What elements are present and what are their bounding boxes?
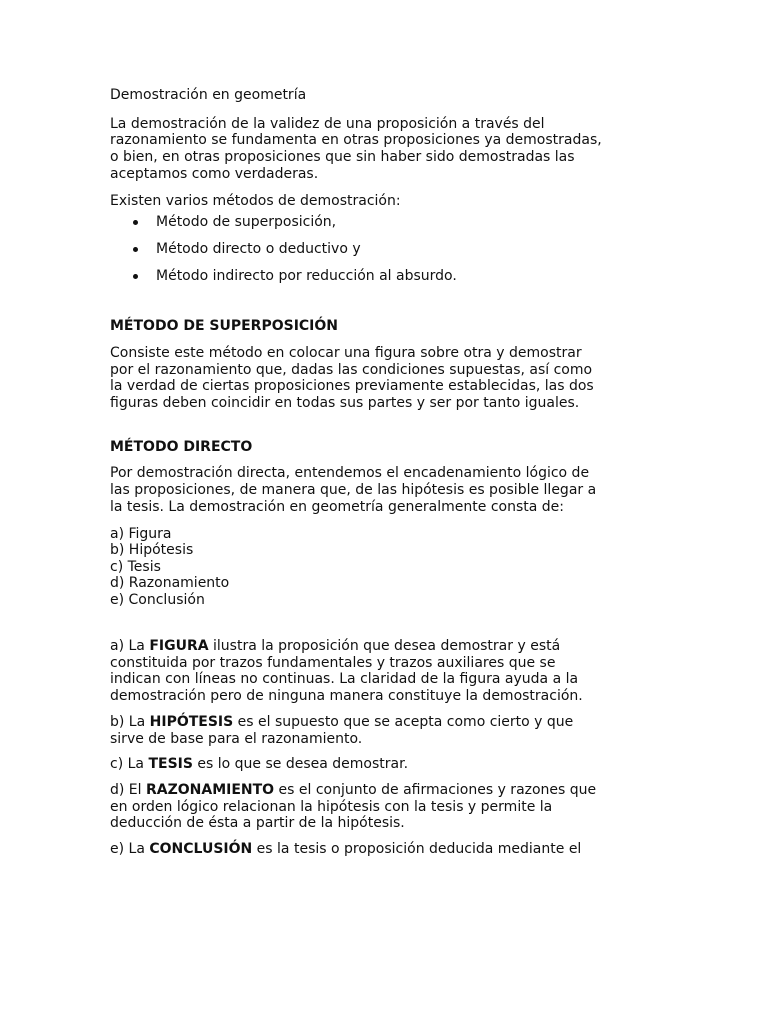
list-item: a) Figura [110, 525, 172, 542]
definition-hipotesis [110, 714, 605, 747]
directo-paragraph: Por demostración directa, entendemos el encadenamiento lógico de las proposiciones, de manera que, de las hipótesis es posible llegar a la tesis. La demostración en geometría generalmente consta de: [110, 465, 597, 515]
definition-razonamiento [110, 782, 605, 832]
superposicion-paragraph: Consiste este método en colocar una figura sobre otra y demostrar por el razonamiento que, dadas las condiciones supuestas, así como la verdad de ciertas proposiciones previamente establecidas, las dos figuras deben coincidir en todas sus partes y ser por tanto iguales. [110, 344, 594, 412]
definition-prefix: c) La [110, 756, 149, 773]
section-heading-superposicion: MÉTODO DE SUPERPOSICIÓN [110, 318, 339, 335]
definition-text: es lo que se desea demostrar. [192, 756, 409, 773]
intro-paragraph: La demostración de la validez de una proposición a través del razonamiento se fundamenta en otras proposiciones ya demostradas, o bien, en otras proposiciones que sin haber sido demostradas las aceptamos como verdaderas. [110, 115, 602, 182]
definition-conclusion [110, 841, 605, 858]
definition-text: ilustra la proposición que desea demostrar y está constituida por trazos fundamentales y trazos auxiliares que se indican con líneas no continuas. La claridad de la figura ayuda a la demostración pero de ninguna manera constituye la demostración. [110, 638, 583, 705]
list-item: Método de superposición, [110, 214, 605, 241]
list-item: b) Hipótesis [110, 542, 194, 559]
definition-term: TESIS [148, 756, 193, 773]
section-heading-directo: MÉTODO DIRECTO [110, 438, 253, 455]
definition-term: CONCLUSIÓN [149, 841, 253, 858]
definition-prefix: e) La [110, 841, 150, 858]
methods-lead: Existen varios métodos de demostración: [110, 192, 401, 209]
steps-list [110, 526, 605, 609]
definition-text: es el supuesto que se acepta como cierto y que sirve de base para el razonamiento. [110, 713, 574, 747]
definition-term: HIPÓTESIS [149, 713, 234, 730]
definition-tesis [110, 756, 605, 773]
list-item: Método directo o deductivo y [110, 241, 605, 268]
definition-term: RAZONAMIENTO [145, 781, 275, 798]
definition-text: es el conjunto de afirmaciones y razones que en orden lógico relacionan la hipótesis con la tesis y permite la deducción de ésta a partir de la hipótesis. [110, 781, 597, 832]
list-item: c) Tesis [110, 558, 161, 575]
definition-prefix: d) El [110, 781, 146, 798]
methods-list [110, 214, 605, 295]
document-title: Demostración en geometría [110, 87, 307, 103]
document-body [110, 87, 605, 867]
definition-figura [110, 638, 605, 705]
definition-prefix: b) La [110, 713, 150, 730]
definition-term: FIGURA [149, 638, 209, 655]
definition-text: es la tesis o proposición deducida mediante el [252, 841, 582, 858]
list-item: d) Razonamiento [110, 575, 230, 592]
definition-prefix: a) La [110, 638, 150, 655]
list-item: Método indirecto por reducción al absurdo. [110, 268, 605, 295]
list-item: e) Conclusión [110, 591, 205, 608]
